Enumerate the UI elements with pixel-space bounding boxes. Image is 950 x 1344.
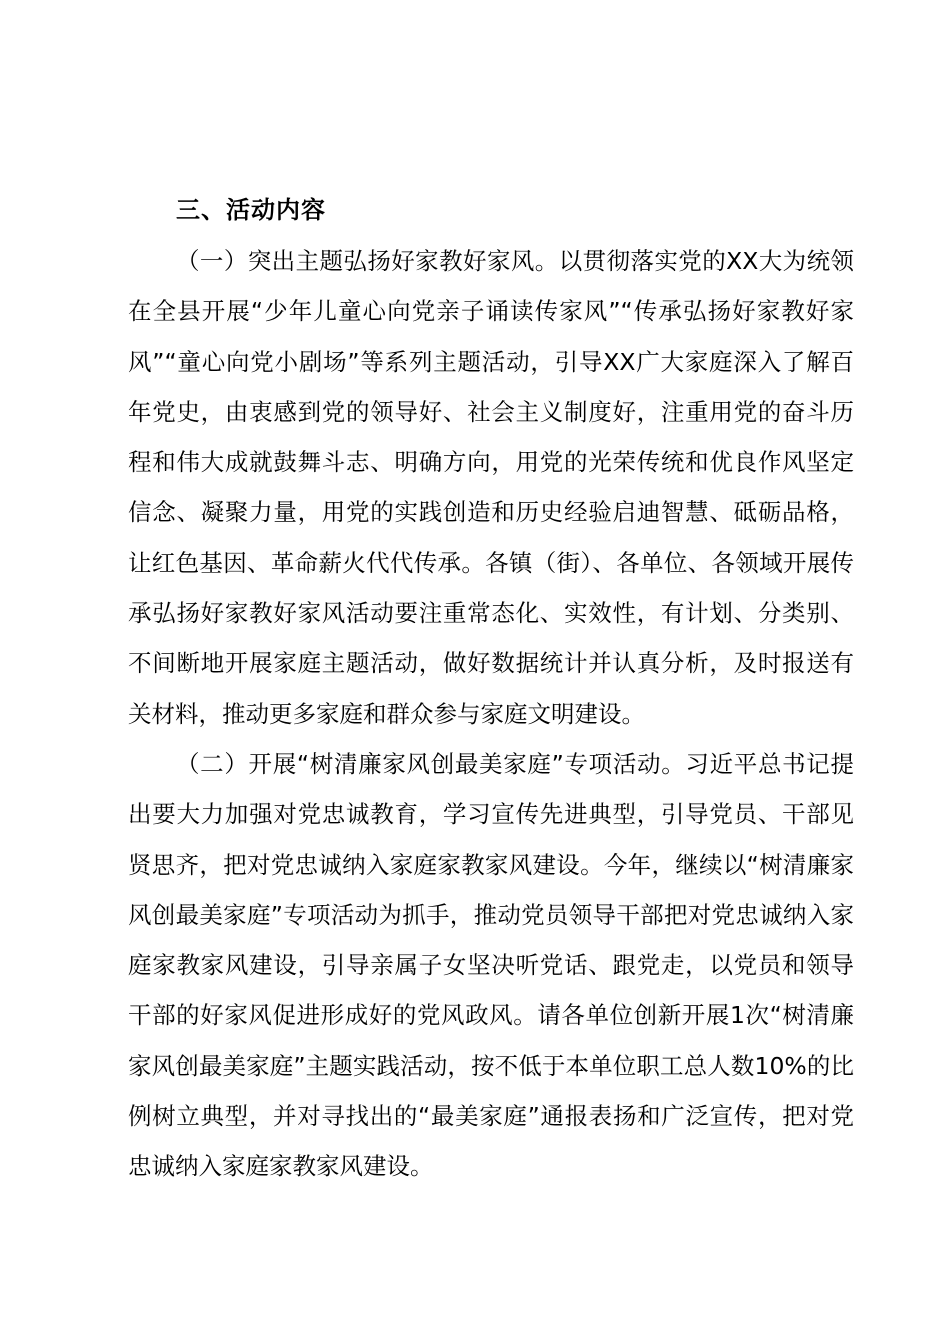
paragraph-1: （一）突出主题弘扬好家教好家风。以贯彻落实党的XX大为统领在全县开展“少年儿童心向党亲子诵读传家风”“传承弘扬好家教好家风”“童心向党小剧场”等系列主题活动，引导XX广大家庭深入了解百年党史，由衷感到党的领导好、社会主义制度好，注重用党的奋斗历程和伟大成就鼓舞斗志、明确方向，用党的光荣传统和优良作风坚定信念、凝聚力量，用党的实践创造和历史经验启迪智慧、砥砺品格，让红色基因、革命薪火代代传承。各镇（街）、各单位、各领域开展传承弘扬好家教好家风活动要注重常态化、实效性，有计划、分类别、不间断地开展家庭主题活动，做好数据统计并认真分析，及时报送有关材料，推动更多家庭和群众参与家庭文明建设。 <box>128 247 854 728</box>
paragraph-2: （二）开展“树清廉家风创最美家庭”专项活动。习近平总书记提出要大力加强对党忠诚教育，学习宣传先进典型，引导党员、干部见贤思齐，把对党忠诚纳入家庭家教家风建设。今年，继续以“树清廉家风创最美家庭”专项活动为抓手，推动党员领导干部把对党忠诚纳入家庭家教家风建设，引导亲属子女坚决听党话、跟党走，以党员和领导干部的好家风促进形成好的党风政风。请各单位创新开展1次“树清廉家风创最美家庭”主题实践活动，按不低于本单位职工总人数10%的比例树立典型，并对寻找出的“最美家庭”通报表扬和广泛宣传，把对党忠诚纳入家庭家教家风建设。 <box>128 749 854 1181</box>
section-heading: 三、活动内容 <box>176 196 326 224</box>
document-body <box>128 185 854 1192</box>
